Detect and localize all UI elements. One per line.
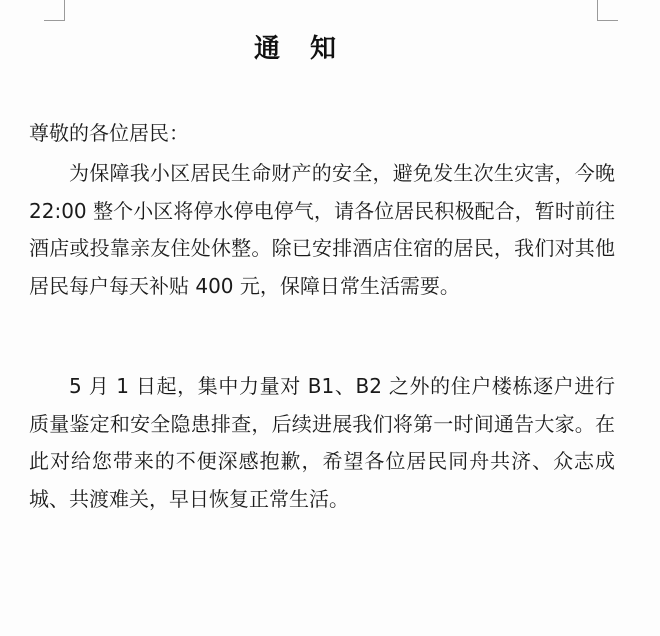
salutation: 尊敬的各位居民： xyxy=(29,121,189,145)
notice-title: 通知 xyxy=(253,34,366,64)
page-corner-mark-right xyxy=(597,0,618,21)
notice-paragraph-1: 为保障我小区居民生命财产的安全，避免发生次生灾害，今晚 22:00 整个小区将停水停电停气，请各位居民积极配合，暂时前往酒店或投靠亲友住处休整。除已安排酒店住宿的居民，我们对其他居民每户每天补贴 400 元，保障日常生活需要。 xyxy=(29,161,615,298)
page-corner-mark-left xyxy=(44,0,65,21)
notice-paragraph-2: 5 月 1 日起，集中力量对 B1、B2 之外的住户楼栋逐户进行质量鉴定和安全隐患排查，后续进展我们将第一时间通告大家。在此对给您带来的不便深感抱歉，希望各位居民同舟共济、众志成城、共渡难关，早日恢复正常生活。 xyxy=(29,374,615,511)
